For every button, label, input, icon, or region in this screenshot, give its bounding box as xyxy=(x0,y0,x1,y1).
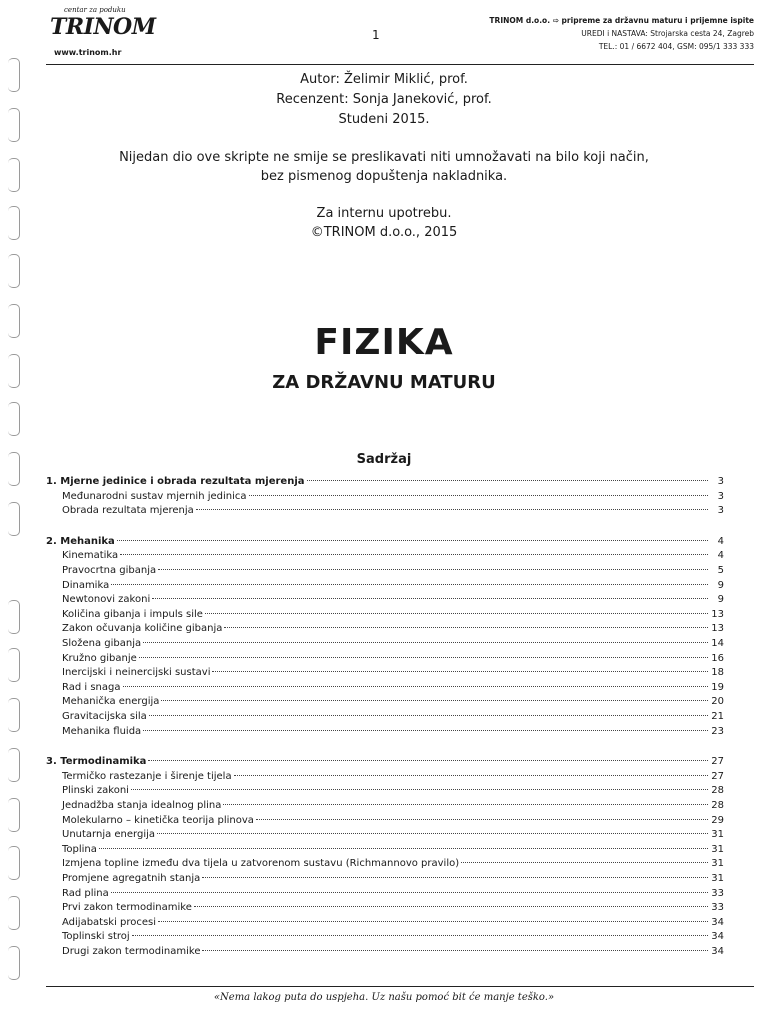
toc-leader-dots xyxy=(139,657,708,658)
toc-page-number: 31 xyxy=(711,829,724,841)
toc-page-number: 31 xyxy=(711,873,724,884)
notice-line: Nijedan dio ove skripte ne smije se preslikavati niti umnožavati na bilo koji način, xyxy=(119,150,649,165)
toc-label: Složena gibanja xyxy=(62,638,142,649)
logo-url: www.trinom.hr xyxy=(54,48,122,57)
binder-hole xyxy=(8,946,20,980)
toc-page-number: 3 xyxy=(717,505,724,517)
toc-entry xyxy=(46,594,724,608)
toc-leader-dots xyxy=(143,642,708,643)
toc-chapter xyxy=(46,536,724,550)
document-subtitle: ZA DRŽAVNU MATURU xyxy=(272,372,496,393)
toc-label: Rad plina xyxy=(62,887,109,899)
toc-leader-dots xyxy=(157,833,708,834)
toc-label: Toplina xyxy=(62,843,97,855)
toc-leader-dots xyxy=(224,627,708,628)
toc-entry xyxy=(46,565,724,579)
toc-leader-dots xyxy=(120,554,708,555)
page-header xyxy=(46,4,754,64)
toc-label: Pravocrtna gibanja xyxy=(62,565,157,576)
toc-leader-dots xyxy=(461,862,708,863)
toc-leader-dots xyxy=(234,775,708,776)
toc-label: Kružno gibanje xyxy=(62,652,137,664)
reviewer: Recenzent: Sonja Janeković, prof. xyxy=(276,92,492,107)
toc-page-number: 9 xyxy=(717,594,724,606)
toc-label: 1. Mjerne jedinice i obrada rezultata mjerenja xyxy=(46,476,305,487)
toc-chapter xyxy=(46,756,724,770)
toc-page-number: 3 xyxy=(717,490,724,502)
binder-hole xyxy=(8,798,20,832)
header-divider xyxy=(46,64,754,65)
toc-leader-dots xyxy=(117,540,708,541)
trinom-logo xyxy=(46,4,156,62)
toc-entry xyxy=(46,726,724,740)
toc-page-number: 23 xyxy=(711,725,724,737)
toc-label: Gravitacijska sila xyxy=(62,711,147,722)
toc-label: Termičko rastezanje i širenje tijela xyxy=(62,770,232,782)
toc-leader-dots xyxy=(205,613,708,614)
toc-leader-dots xyxy=(202,877,708,878)
toc-page-number: 19 xyxy=(711,681,724,693)
internal-use-note xyxy=(0,204,768,242)
toc-page-number: 13 xyxy=(711,623,724,635)
toc-leader-dots xyxy=(131,789,708,790)
toc-entry xyxy=(46,491,724,505)
toc-entry xyxy=(46,580,724,594)
toc-entry xyxy=(46,505,724,519)
company-info xyxy=(489,14,754,53)
toc-entry xyxy=(46,711,724,725)
toc-label: 2. Mehanika xyxy=(46,535,115,547)
toc-chapter xyxy=(46,476,724,490)
company-line: TRINOM d.o.o. ⇨ pripreme za državnu maturu i prijemne ispite xyxy=(489,16,754,25)
toc-leader-dots xyxy=(161,700,708,701)
toc-label: Drugi zakon termodinamike xyxy=(62,946,201,957)
toc-label: Rad i snaga xyxy=(62,681,121,693)
copyright-line: ©TRINOM d.o.o., 2015 xyxy=(310,225,458,240)
toc-label: Izmjena topline između dva tijela u zatvorenom sustavu (Richmannovo pravilo) xyxy=(62,858,460,870)
binder-hole xyxy=(8,502,20,536)
toc-page-number: 34 xyxy=(711,946,724,957)
toc-leader-dots xyxy=(158,569,708,570)
binder-hole xyxy=(8,698,20,732)
toc-label: Prvi zakon termodinamike xyxy=(62,902,192,914)
binder-hole xyxy=(8,896,20,930)
toc-label: Unutarnja energija xyxy=(62,829,156,841)
toc-entry xyxy=(46,682,724,696)
toc-leader-dots xyxy=(223,804,708,805)
toc-entry xyxy=(46,609,724,623)
toc-leader-dots xyxy=(123,686,709,687)
toc-leader-dots xyxy=(99,848,708,849)
toc-page-number: 27 xyxy=(711,770,724,782)
toc-label: Kinematika xyxy=(62,550,119,562)
toc-page-number: 28 xyxy=(711,785,724,797)
toc-page-number: 31 xyxy=(711,858,724,870)
toc-page-number: 21 xyxy=(711,711,724,722)
toc-leader-dots xyxy=(249,495,708,496)
toc-label: Dinamika xyxy=(62,579,110,591)
toc-entry xyxy=(46,946,724,960)
toc-entry xyxy=(46,653,724,667)
publication-date: Studeni 2015. xyxy=(338,112,430,127)
toc-page-number: 9 xyxy=(717,579,724,591)
toc-leader-dots xyxy=(194,906,708,907)
binder-hole xyxy=(8,846,20,880)
toc-page-number: 4 xyxy=(717,535,724,547)
toc-entry xyxy=(46,550,724,564)
toc-page-number: 28 xyxy=(711,800,724,811)
toc-label: Promjene agregatnih stanja xyxy=(62,873,201,884)
toc-label: Newtonovi zakoni xyxy=(62,594,151,606)
notice-line: bez pismenog dopuštenja nakladnika. xyxy=(260,169,508,184)
internal-line: Za internu upotrebu. xyxy=(316,206,452,221)
document-title: FIZIKA xyxy=(314,322,454,363)
binder-hole xyxy=(8,254,20,288)
toc-page-number: 34 xyxy=(711,931,724,943)
toc-label: Međunarodni sustav mjernih jedinica xyxy=(62,490,247,502)
toc-leader-dots xyxy=(143,730,708,731)
toc-page-number: 20 xyxy=(711,696,724,708)
toc-leader-dots xyxy=(149,715,708,716)
author: Autor: Želimir Miklić, prof. xyxy=(300,72,468,87)
copyright-notice xyxy=(0,148,768,186)
toc-page-number: 33 xyxy=(711,902,724,914)
toc-leader-dots xyxy=(111,892,708,893)
binder-hole xyxy=(8,648,20,682)
toc-page-number: 5 xyxy=(717,565,724,576)
toc-label: Zakon očuvanja količine gibanja xyxy=(62,623,223,635)
faint-stamp xyxy=(372,782,388,914)
company-line: TEL.: 01 / 6672 404, GSM: 095/1 333 333 xyxy=(598,42,754,51)
binder-hole xyxy=(8,402,20,436)
logo-tagline: centar za poduku xyxy=(64,6,126,14)
toc-leader-dots xyxy=(158,921,708,922)
toc-page-number: 31 xyxy=(711,843,724,855)
page-number: 1 xyxy=(372,28,380,42)
toc-label: Toplinski stroj xyxy=(62,931,130,943)
toc-heading: Sadržaj xyxy=(356,452,412,467)
footer-divider xyxy=(46,986,754,987)
toc-label: Inercijski i neinercijski sustavi xyxy=(62,667,211,679)
toc-label: Mehanika fluida xyxy=(62,725,142,737)
toc-page-number: 14 xyxy=(711,638,724,649)
toc-leader-dots xyxy=(152,598,708,599)
toc-label: Plinski zakoni xyxy=(62,785,129,797)
toc-entry xyxy=(46,696,724,710)
toc-page-number: 18 xyxy=(711,667,724,679)
toc-leader-dots xyxy=(307,480,708,481)
footer-motto: «Nema lakog puta do uspjeha. Uz našu pomoć bit će manje teško.» xyxy=(213,992,555,1003)
toc-entry xyxy=(46,931,724,945)
toc-leader-dots xyxy=(196,509,708,510)
toc-leader-dots xyxy=(148,760,708,761)
binder-hole xyxy=(8,748,20,782)
toc-label: Jednadžba stanja idealnog plina xyxy=(62,800,222,811)
toc-leader-dots xyxy=(111,584,708,585)
toc-page-number: 16 xyxy=(711,652,724,664)
toc-page-number: 34 xyxy=(711,916,724,928)
toc-label: Adijabatski procesi xyxy=(62,916,157,928)
document-meta xyxy=(0,70,768,130)
toc-label: Molekularno – kinetička teorija plinova xyxy=(62,814,254,826)
toc-label: Obrada rezultata mjerenja xyxy=(62,505,194,517)
toc-leader-dots xyxy=(212,671,708,672)
logo-name: TRINOM xyxy=(50,14,156,40)
company-line: UREDI i NASTAVA: Strojarska cesta 24, Zagreb xyxy=(581,29,754,38)
toc-page-number: 13 xyxy=(711,608,724,620)
binder-hole xyxy=(8,600,20,634)
toc-page-number: 33 xyxy=(711,887,724,899)
toc-entry xyxy=(46,917,724,931)
toc-page-number: 4 xyxy=(717,550,724,562)
toc-label: Mehanička energija xyxy=(62,696,160,708)
toc-leader-dots xyxy=(132,935,708,936)
toc-leader-dots xyxy=(256,819,708,820)
toc-page-number: 29 xyxy=(711,814,724,826)
toc-page-number: 3 xyxy=(717,476,724,487)
toc-leader-dots xyxy=(202,950,708,951)
toc-page-number: 27 xyxy=(711,756,724,768)
toc-entry xyxy=(46,667,724,681)
toc-label: 3. Termodinamika xyxy=(46,756,147,768)
toc-entry xyxy=(46,623,724,637)
toc-entry xyxy=(46,638,724,652)
toc-label: Količina gibanja i impuls sile xyxy=(62,608,203,620)
